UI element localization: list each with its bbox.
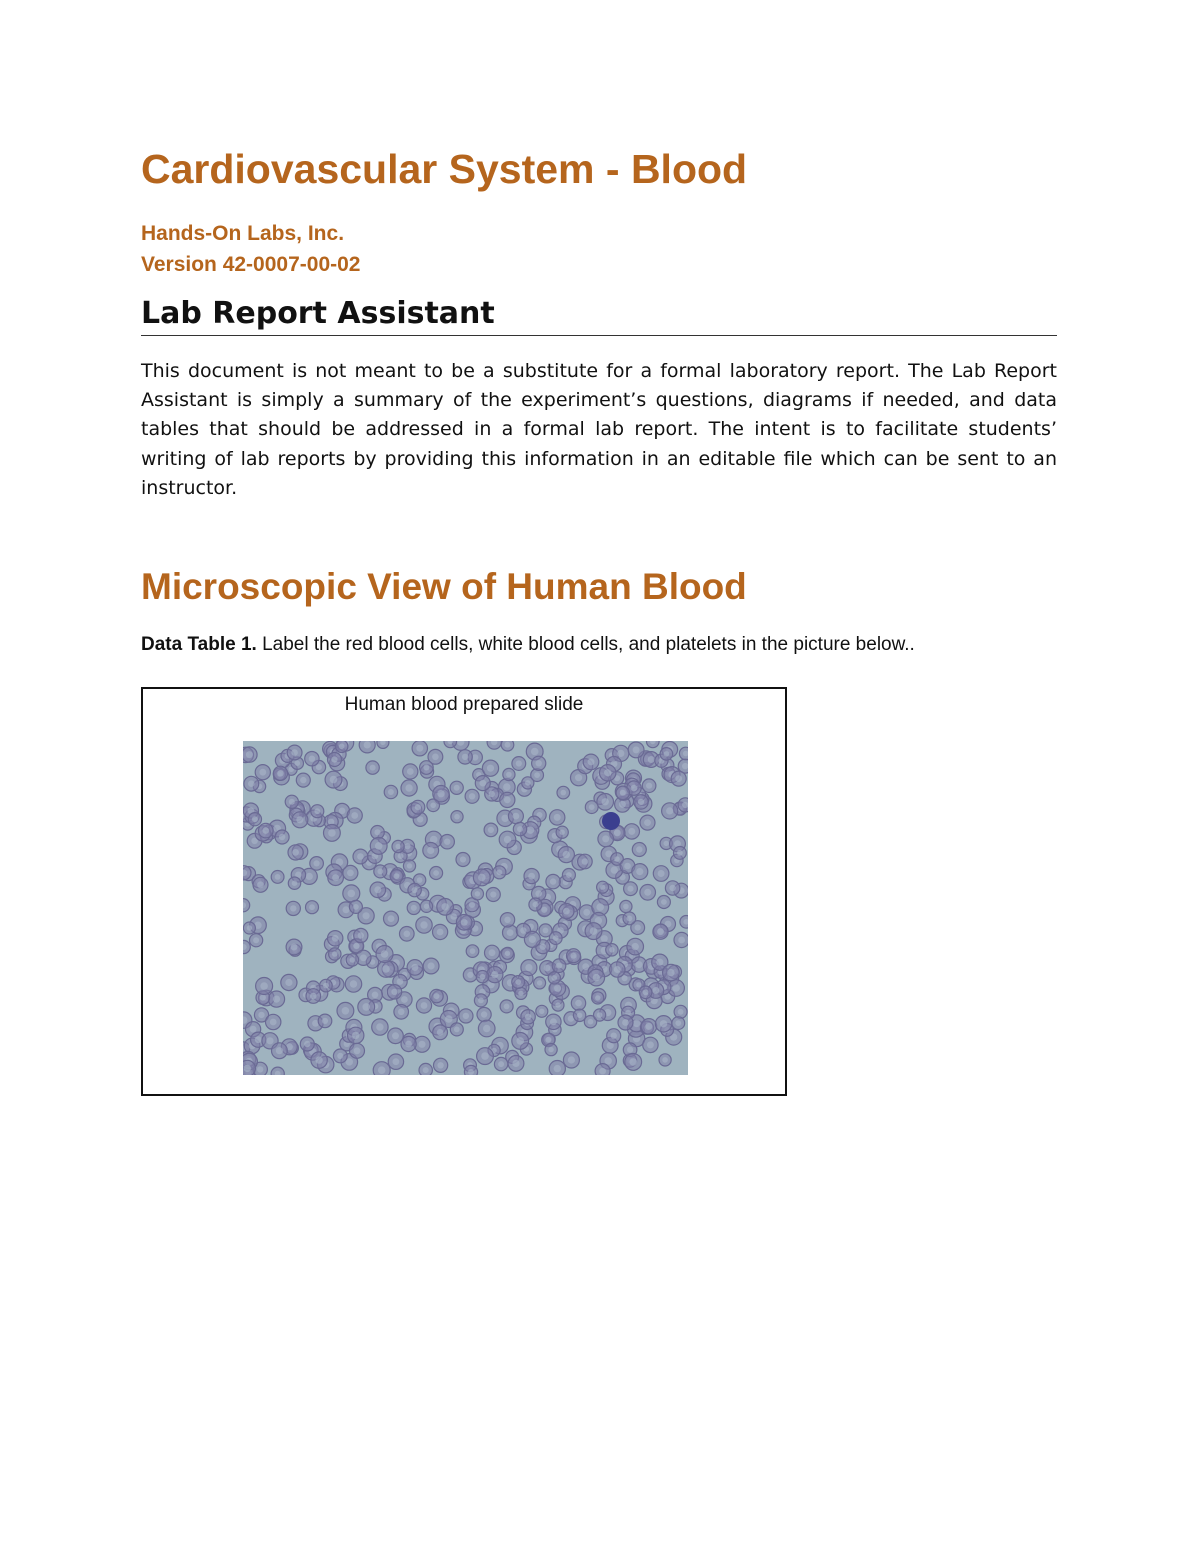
red-blood-cell-center xyxy=(481,1052,489,1060)
red-blood-cell-center xyxy=(602,835,609,842)
red-blood-cell-center xyxy=(566,872,572,878)
red-blood-cell-center xyxy=(411,964,418,971)
red-blood-cell-center xyxy=(469,793,475,799)
red-blood-cell-center xyxy=(357,853,364,860)
red-blood-cell-center xyxy=(362,1003,370,1011)
red-blood-cell-center xyxy=(372,992,379,999)
red-blood-cell-center xyxy=(401,996,408,1003)
red-blood-cell-center xyxy=(550,878,556,884)
section-heading-lab-report-assistant: Lab Report Assistant xyxy=(141,296,1057,336)
red-blood-cell-center xyxy=(415,804,421,810)
red-blood-cell-center xyxy=(339,808,346,815)
red-blood-cell-center xyxy=(423,1067,429,1073)
microscopic-view-heading: Microscopic View of Human Blood xyxy=(141,566,747,607)
red-blood-cell-center xyxy=(539,1009,544,1014)
red-blood-cell-center xyxy=(504,1004,510,1010)
red-blood-cell-center xyxy=(388,915,395,922)
red-blood-cell-center xyxy=(323,983,329,989)
red-blood-cell-center xyxy=(648,756,655,763)
red-blood-cell-center xyxy=(588,1019,594,1025)
red-blood-cell-center xyxy=(666,807,673,814)
red-blood-cell-center xyxy=(622,1019,629,1026)
red-blood-cell-center xyxy=(652,987,659,994)
red-blood-cell-center xyxy=(553,935,559,941)
red-blood-cell-center xyxy=(489,949,496,956)
red-blood-cell-center xyxy=(554,1065,561,1072)
red-blood-cell-center xyxy=(423,765,429,771)
red-blood-cell-center xyxy=(295,760,301,766)
red-blood-cell-center xyxy=(529,936,536,943)
red-blood-cell-center xyxy=(525,780,531,786)
red-blood-cell-center xyxy=(582,963,589,970)
red-blood-cell-center xyxy=(416,745,423,752)
red-blood-cell-center xyxy=(315,1056,322,1063)
red-blood-cell-center xyxy=(504,917,510,923)
red-blood-cell-center xyxy=(376,1023,383,1030)
red-blood-cell-center xyxy=(660,1020,667,1027)
red-blood-cell-center xyxy=(247,925,252,930)
red-blood-cell-center xyxy=(664,751,670,757)
red-blood-cell-center xyxy=(472,754,478,760)
red-blood-cell-center xyxy=(398,1009,405,1016)
red-blood-cell-center xyxy=(246,751,253,758)
red-blood-cell-center xyxy=(505,742,511,748)
red-blood-cell-center xyxy=(662,1057,668,1063)
red-blood-cell-center xyxy=(478,998,484,1004)
red-blood-cell-center xyxy=(290,905,296,911)
red-blood-cell-center xyxy=(296,816,303,823)
slide-caption: Human blood prepared slide xyxy=(344,694,584,715)
red-blood-cell-center xyxy=(343,906,350,913)
red-blood-cell-center xyxy=(292,880,298,886)
red-blood-cell-center xyxy=(646,783,652,789)
red-blood-cell-center xyxy=(570,953,576,959)
red-blood-cell-center xyxy=(394,873,400,879)
red-blood-cell-center xyxy=(568,1056,575,1063)
red-blood-cell-center xyxy=(395,844,400,849)
red-blood-cell-center xyxy=(433,870,439,876)
red-blood-cell-center xyxy=(255,1036,262,1043)
red-blood-cell-center xyxy=(599,1068,606,1075)
red-blood-cell-center xyxy=(635,925,641,931)
intro-paragraph: This document is not meant to be a substitute for a formal laboratory report. The Lab Report Assistant is simply a summary of the experiment’s questions, diagrams if needed, and data tables that should be addressed in a formal lab report. The intent is to facilitate students’ writing of lab reports by providing this information in an editable file which can be sent to an instructor. xyxy=(141,360,1057,499)
red-blood-cell-center xyxy=(437,929,444,936)
red-blood-cell-center xyxy=(619,801,626,808)
red-blood-cell-center xyxy=(258,1012,264,1018)
red-blood-cell-center xyxy=(352,1032,359,1039)
red-blood-cell-center xyxy=(515,979,521,985)
red-blood-cell-center xyxy=(627,886,633,892)
red-blood-cell-center xyxy=(350,957,356,963)
red-blood-cell-center xyxy=(614,856,620,862)
red-blood-cell-center xyxy=(604,769,611,776)
red-blood-cell-center xyxy=(328,829,336,837)
red-blood-cell-center xyxy=(322,1018,328,1024)
red-blood-cell-center xyxy=(575,1000,582,1007)
red-blood-cell-center xyxy=(428,962,435,969)
red-blood-cell-center xyxy=(575,774,582,781)
red-blood-cell-center xyxy=(353,943,359,949)
red-blood-cell-center xyxy=(512,1060,519,1067)
red-blood-cell-center xyxy=(424,904,429,909)
red-blood-cell-center xyxy=(609,947,615,953)
red-blood-cell-center xyxy=(304,1041,310,1047)
red-blood-cell-center xyxy=(536,760,542,766)
red-blood-cell-center xyxy=(480,974,486,980)
red-blood-cell-center xyxy=(277,770,283,776)
red-blood-cell-center xyxy=(489,791,495,797)
red-blood-cell-center xyxy=(353,904,359,910)
red-blood-cell-center xyxy=(537,980,542,985)
red-blood-cell-center xyxy=(397,978,404,985)
red-blood-cell-center xyxy=(633,1020,641,1028)
red-blood-cell-center xyxy=(600,885,605,890)
red-blood-cell-center xyxy=(535,890,542,897)
red-blood-cell-center xyxy=(605,1057,612,1064)
data-table-instruction xyxy=(141,634,915,656)
red-blood-cell-center xyxy=(638,799,644,805)
red-blood-cell-center xyxy=(469,902,475,908)
red-blood-cell-center xyxy=(470,948,476,954)
red-blood-cell-center xyxy=(462,754,468,760)
red-blood-cell-center xyxy=(291,749,298,756)
red-blood-cell-center xyxy=(501,815,508,822)
red-blood-cell-center xyxy=(531,748,539,756)
red-blood-cell-center xyxy=(487,765,494,772)
red-blood-cell-center xyxy=(275,874,281,880)
red-blood-cell-center xyxy=(516,760,522,766)
red-blood-cell-center xyxy=(454,814,460,820)
document-title: Cardiovascular System - Blood xyxy=(141,146,748,192)
red-blood-cell-center xyxy=(601,935,608,942)
red-blood-cell-center xyxy=(583,909,590,916)
red-blood-cell-center xyxy=(276,1047,283,1054)
red-blood-cell-center xyxy=(314,808,320,814)
red-blood-cell-center xyxy=(507,929,514,936)
red-blood-cell-center xyxy=(633,746,640,753)
red-blood-cell-center xyxy=(332,935,339,942)
red-blood-cell-center xyxy=(596,903,604,911)
red-blood-cell-center xyxy=(358,932,364,938)
red-blood-cell-center xyxy=(337,1053,343,1059)
red-blood-cell-center xyxy=(669,885,675,891)
red-blood-cell-center xyxy=(593,974,600,981)
red-blood-cell-center xyxy=(393,1058,400,1065)
red-blood-cell-center xyxy=(391,989,397,995)
red-blood-cell-center xyxy=(614,966,621,973)
red-blood-cell-center xyxy=(632,943,639,950)
red-blood-cell-center xyxy=(636,846,642,852)
red-blood-cell-center xyxy=(561,790,567,796)
red-blood-cell-center xyxy=(314,860,320,866)
red-blood-cell-center xyxy=(481,1011,487,1017)
data-table-box xyxy=(141,687,787,1096)
red-blood-cell-center xyxy=(631,785,638,792)
red-blood-cell-center xyxy=(300,777,306,783)
red-blood-cell-center xyxy=(392,1032,399,1039)
red-blood-cell-center xyxy=(645,1023,652,1030)
red-blood-cell-center xyxy=(266,1037,273,1044)
red-blood-cell-center xyxy=(554,814,561,821)
red-blood-cell-center xyxy=(273,996,280,1003)
red-blood-cell-center xyxy=(623,904,629,910)
data-table-instruction-text: Label the red blood cells, white blood cells, and platelets in the picture below.. xyxy=(256,634,915,655)
red-blood-cell-center xyxy=(503,783,510,790)
red-blood-cell-center xyxy=(497,869,503,875)
red-blood-cell-center xyxy=(528,873,535,880)
red-blood-cell-center xyxy=(555,1002,560,1007)
red-blood-cell-center xyxy=(463,1013,469,1019)
red-blood-cell-center xyxy=(552,975,558,981)
red-blood-cell-center xyxy=(513,813,520,820)
red-blood-cell-center xyxy=(664,841,669,846)
organization-name: Hands-On Labs, Inc. xyxy=(141,222,345,245)
red-blood-cell-center xyxy=(374,886,381,893)
red-blood-cell-center xyxy=(441,903,448,910)
red-blood-cell-center xyxy=(627,916,633,922)
red-blood-cell-center xyxy=(332,874,339,881)
red-blood-cell-center xyxy=(289,799,295,805)
red-blood-cell-center xyxy=(417,877,423,883)
red-blood-cell-center xyxy=(498,1061,504,1067)
red-blood-cell-center xyxy=(675,1020,681,1026)
red-blood-cell-center xyxy=(270,1019,277,1026)
red-blood-cell-center xyxy=(360,954,367,961)
red-blood-cell-center xyxy=(374,829,380,835)
red-blood-cell-center xyxy=(331,756,337,762)
red-blood-cell-center xyxy=(434,993,440,999)
red-blood-cell-center xyxy=(351,812,358,819)
red-blood-cell-center xyxy=(398,853,404,859)
red-blood-cell-center xyxy=(310,993,317,1000)
red-blood-cell-center xyxy=(667,969,674,976)
red-blood-cell-center xyxy=(563,908,570,915)
red-blood-cell-center xyxy=(342,1007,350,1015)
red-blood-cell-center xyxy=(454,785,460,791)
red-blood-cell-center xyxy=(450,913,457,920)
red-blood-cell-center xyxy=(656,959,663,966)
red-blood-cell-center xyxy=(675,775,682,782)
red-blood-cell-center xyxy=(527,826,535,834)
red-blood-cell-center xyxy=(460,856,466,862)
red-blood-cell-center xyxy=(421,1002,428,1009)
red-blood-cell-center xyxy=(588,758,595,765)
red-blood-cell-center xyxy=(504,797,511,804)
red-blood-cell-center xyxy=(541,907,547,913)
red-blood-cell-center xyxy=(279,834,285,840)
red-blood-cell-center xyxy=(516,1037,524,1045)
red-blood-cell-center xyxy=(437,790,444,797)
red-blood-cell-center xyxy=(560,830,565,835)
red-blood-cell-center xyxy=(488,827,494,833)
red-blood-cell-center xyxy=(506,772,512,778)
red-blood-cell-center xyxy=(381,950,389,958)
red-blood-cell-center xyxy=(627,1047,633,1053)
red-blood-cell-center xyxy=(259,769,266,776)
red-blood-cell-center xyxy=(437,1062,443,1068)
red-blood-cell-center xyxy=(378,1066,386,1074)
red-blood-cell-center xyxy=(418,1041,425,1048)
red-blood-cell-center xyxy=(388,789,394,795)
red-blood-cell-center xyxy=(285,979,292,986)
red-blood-cell-center xyxy=(339,744,345,750)
red-blood-cell-center xyxy=(624,863,631,870)
red-blood-cell-center xyxy=(445,1015,453,1023)
red-blood-cell-center xyxy=(540,944,546,950)
red-blood-cell-center xyxy=(260,995,266,1001)
red-blood-cell-center xyxy=(505,951,510,956)
red-blood-cell-center xyxy=(582,858,589,865)
red-blood-cell-center xyxy=(427,847,434,854)
red-blood-cell-center xyxy=(622,975,628,981)
red-blood-cell-center xyxy=(248,780,255,787)
red-blood-cell-center xyxy=(644,889,651,896)
red-blood-cell-center xyxy=(292,849,299,856)
white-blood-cell xyxy=(602,812,620,830)
red-blood-cell-center xyxy=(382,965,390,973)
red-blood-cell-center xyxy=(518,991,523,996)
red-blood-cell-center xyxy=(661,899,667,905)
red-blood-cell-center xyxy=(504,836,511,843)
red-blood-cell-center xyxy=(252,816,258,822)
red-blood-cell-center xyxy=(534,772,540,778)
blood-smear-image xyxy=(243,741,688,1075)
red-blood-cell-center xyxy=(370,765,376,771)
red-blood-cell-center xyxy=(548,1047,553,1052)
red-blood-cell-center xyxy=(520,927,526,933)
red-blood-cell-center xyxy=(430,803,436,809)
red-blood-cell-center xyxy=(412,887,418,893)
red-blood-cell-center xyxy=(478,874,486,882)
red-blood-cell-center xyxy=(636,961,643,968)
red-blood-cell-center xyxy=(257,1066,263,1072)
red-blood-cell-center xyxy=(363,912,370,919)
red-blood-cell-center xyxy=(309,756,315,762)
red-blood-cell-center xyxy=(658,870,665,877)
red-blood-cell-center xyxy=(432,754,439,761)
red-blood-cell-center xyxy=(643,989,649,995)
red-blood-cell-center xyxy=(475,891,480,896)
red-blood-cell-center xyxy=(589,804,595,810)
red-blood-cell-center xyxy=(554,985,561,992)
red-blood-cell-center xyxy=(678,937,685,944)
red-blood-cell-center xyxy=(454,1027,460,1033)
red-blood-cell-center xyxy=(244,1065,251,1072)
red-blood-cell-center xyxy=(657,928,664,935)
red-blood-cell-center xyxy=(330,776,338,784)
red-blood-cell-center xyxy=(647,1041,654,1048)
red-blood-cell-center xyxy=(411,905,417,911)
red-blood-cell-center xyxy=(577,1013,583,1019)
data-table-label: Data Table 1. xyxy=(141,634,257,655)
red-blood-cell-center xyxy=(617,750,624,757)
red-blood-cell-center xyxy=(614,829,621,836)
red-blood-cell-center xyxy=(364,741,371,748)
red-blood-cell-center xyxy=(550,1018,557,1025)
red-blood-cell-center xyxy=(490,891,496,897)
red-blood-cell-center xyxy=(404,931,411,938)
red-blood-cell-center xyxy=(350,980,357,987)
red-blood-cell-center xyxy=(467,972,473,978)
red-blood-cell-center xyxy=(479,780,486,787)
red-blood-cell-center xyxy=(611,866,618,873)
red-blood-cell-center xyxy=(377,869,383,875)
red-blood-cell-center xyxy=(417,816,423,822)
red-blood-cell-center xyxy=(420,921,427,928)
red-blood-cell-center xyxy=(437,1029,444,1036)
red-blood-cell-center xyxy=(316,764,322,770)
red-blood-cell-center xyxy=(611,1033,617,1039)
red-blood-cell-center xyxy=(407,863,412,868)
red-blood-cell-center xyxy=(672,984,680,992)
red-blood-cell-center xyxy=(306,873,313,880)
red-blood-cell-center xyxy=(491,971,498,978)
red-blood-cell-center xyxy=(597,1012,603,1018)
red-blood-cell-center xyxy=(291,944,298,951)
red-blood-cell-center xyxy=(332,951,338,957)
red-blood-cell-center xyxy=(404,843,410,849)
red-blood-cell-center xyxy=(636,982,641,987)
red-blood-cell-center xyxy=(590,927,598,935)
red-blood-cell-center xyxy=(354,1047,361,1054)
red-blood-cell-center xyxy=(602,798,609,805)
red-blood-cell-center xyxy=(636,868,643,875)
red-blood-cell-center xyxy=(544,965,551,972)
version-number: Version 42-0007-00-02 xyxy=(141,253,361,276)
red-blood-cell-center xyxy=(468,1069,474,1075)
red-blood-cell-center xyxy=(405,784,412,791)
red-blood-cell-center xyxy=(407,768,414,775)
red-blood-cell-center xyxy=(620,790,626,796)
red-blood-cell-center xyxy=(678,1009,684,1015)
red-blood-cell-center xyxy=(629,1058,637,1066)
red-blood-cell-center xyxy=(677,850,683,856)
red-blood-cell-center xyxy=(263,827,270,834)
red-blood-cell-center xyxy=(405,1041,412,1048)
red-blood-cell-center xyxy=(375,842,383,850)
red-blood-cell-center xyxy=(628,828,635,835)
red-blood-cell-center xyxy=(556,963,562,969)
red-blood-cell-center xyxy=(533,902,539,908)
red-blood-cell-center xyxy=(253,937,259,943)
red-blood-cell-center xyxy=(543,928,549,934)
red-blood-cell-center xyxy=(348,890,356,898)
red-blood-cell-center xyxy=(525,964,532,971)
red-blood-cell-center xyxy=(461,919,468,926)
red-blood-cell-center xyxy=(545,1037,551,1043)
red-blood-cell-center xyxy=(595,995,600,1000)
red-blood-cell-center xyxy=(444,839,450,845)
red-blood-cell-center xyxy=(644,819,651,826)
red-blood-cell-center xyxy=(309,904,315,910)
red-blood-cell-center xyxy=(563,851,570,858)
red-blood-cell-center xyxy=(250,1026,257,1033)
red-blood-cell-center xyxy=(517,826,523,832)
red-blood-cell-center xyxy=(483,1025,490,1032)
red-blood-cell-center xyxy=(525,1014,531,1020)
blood-smear-micrograph-icon xyxy=(243,741,688,1075)
red-blood-cell-center xyxy=(257,881,264,888)
red-blood-cell-center xyxy=(260,982,268,990)
red-blood-cell-center xyxy=(347,870,354,877)
